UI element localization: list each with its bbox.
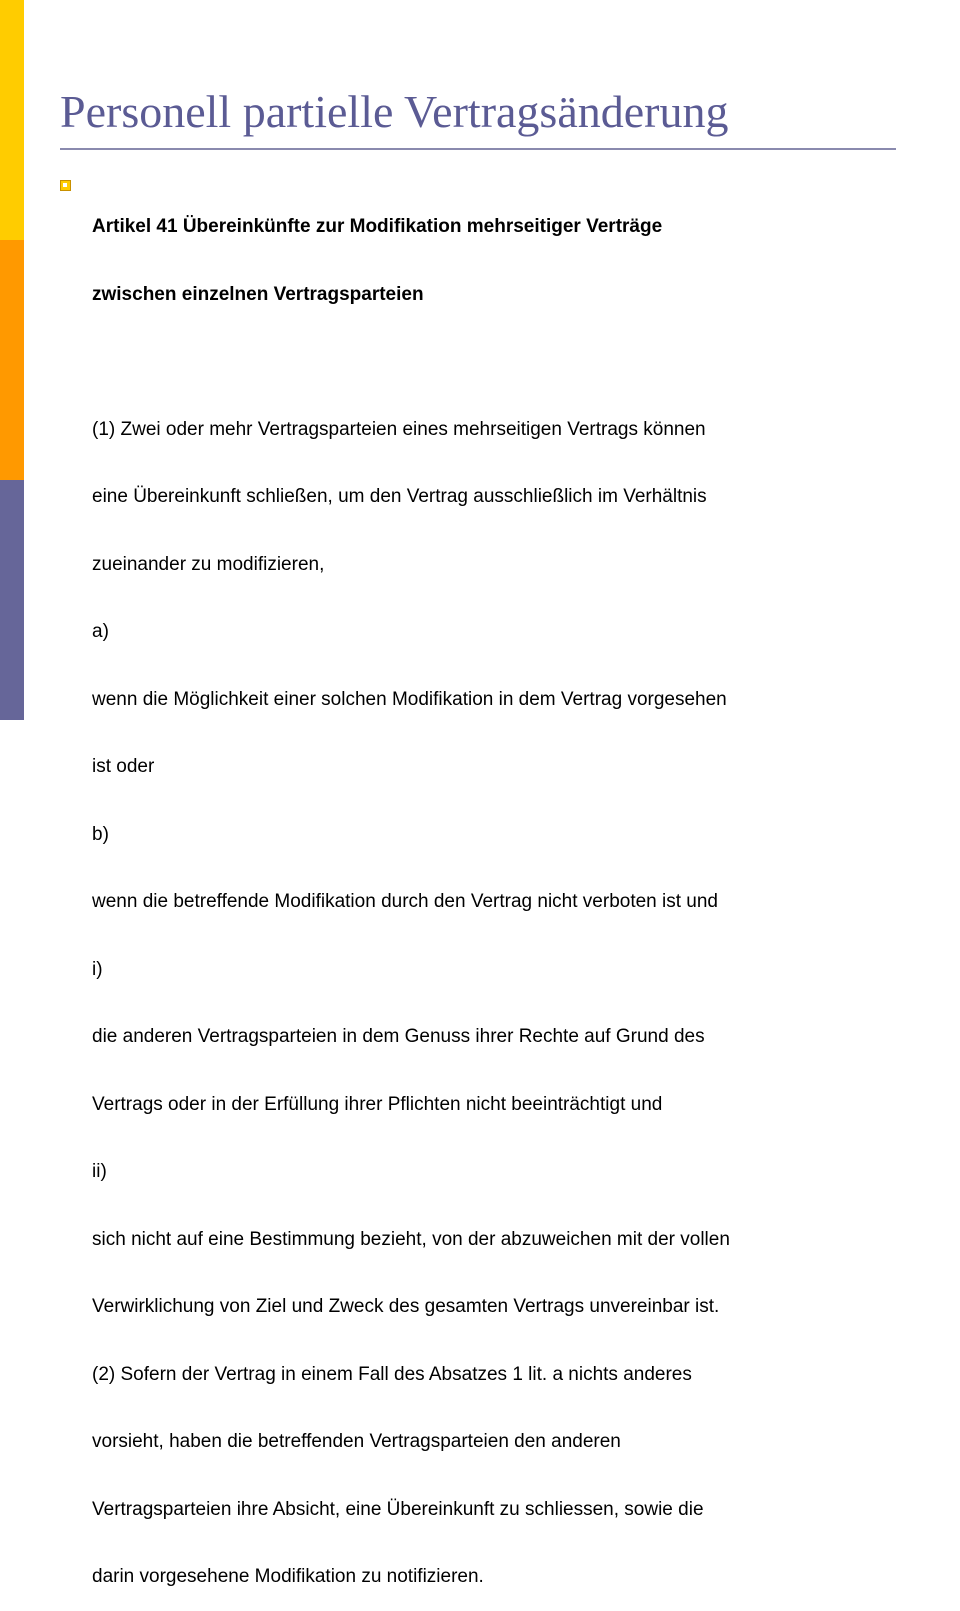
body-line: vorsieht, haben die betreffenden Vertragsparteien den anderen — [92, 1431, 621, 1452]
article-heading-line: Artikel 41 Übereinkünfte zur Modifikation mehrseitiger Verträge — [92, 216, 663, 237]
decorative-strip-yellow — [0, 0, 24, 240]
square-bullet-icon — [60, 180, 71, 191]
body-line: eine Übereinkunft schließen, um den Vertrag ausschließlich im Verhältnis — [92, 486, 707, 507]
slide-title: Personell partielle Vertragsänderung — [60, 86, 729, 137]
body-line: wenn die betreffende Modifikation durch den Vertrag nicht verboten ist und — [92, 891, 718, 912]
body-line: die anderen Vertragsparteien in dem Genuss ihrer Rechte auf Grund des — [92, 1026, 705, 1047]
title-underline — [60, 148, 896, 150]
body-line: darin vorgesehene Modifikation zu notifizieren. — [92, 1566, 484, 1587]
body-line: (1) Zwei oder mehr Vertragsparteien eines mehrseitigen Vertrags können — [92, 418, 706, 440]
body-line: a) — [92, 621, 109, 642]
article-heading-line: zwischen einzelnen Vertragsparteien — [92, 283, 424, 305]
body-line: zueinander zu modifizieren, — [92, 553, 325, 575]
body-line: Verwirklichung von Ziel und Zweck des gesamten Vertrags unvereinbar ist. — [92, 1296, 720, 1317]
body-line: b) — [92, 823, 109, 845]
decorative-strip-purple — [0, 480, 24, 720]
body-line: wenn die Möglichkeit einer solchen Modifikation in dem Vertrag vorgesehen — [92, 688, 727, 710]
article-text — [92, 171, 912, 1611]
body-line: Vertrags oder in der Erfüllung ihrer Pflichten nicht beeinträchtigt und — [92, 1093, 663, 1115]
body-line: ii) — [92, 1161, 107, 1182]
body-line: i) — [92, 958, 103, 980]
body-line: ist oder — [92, 756, 155, 777]
decorative-strip-orange — [0, 240, 24, 480]
body-line: Vertragsparteien ihre Absicht, eine Übereinkunft zu schliessen, sowie die — [92, 1498, 704, 1520]
body-line: (2) Sofern der Vertrag in einem Fall des Absatzes 1 lit. a nichts anderes — [92, 1363, 692, 1385]
blank-line — [92, 351, 912, 374]
body-line: sich nicht auf eine Bestimmung bezieht, von der abzuweichen mit der vollen — [92, 1228, 730, 1250]
